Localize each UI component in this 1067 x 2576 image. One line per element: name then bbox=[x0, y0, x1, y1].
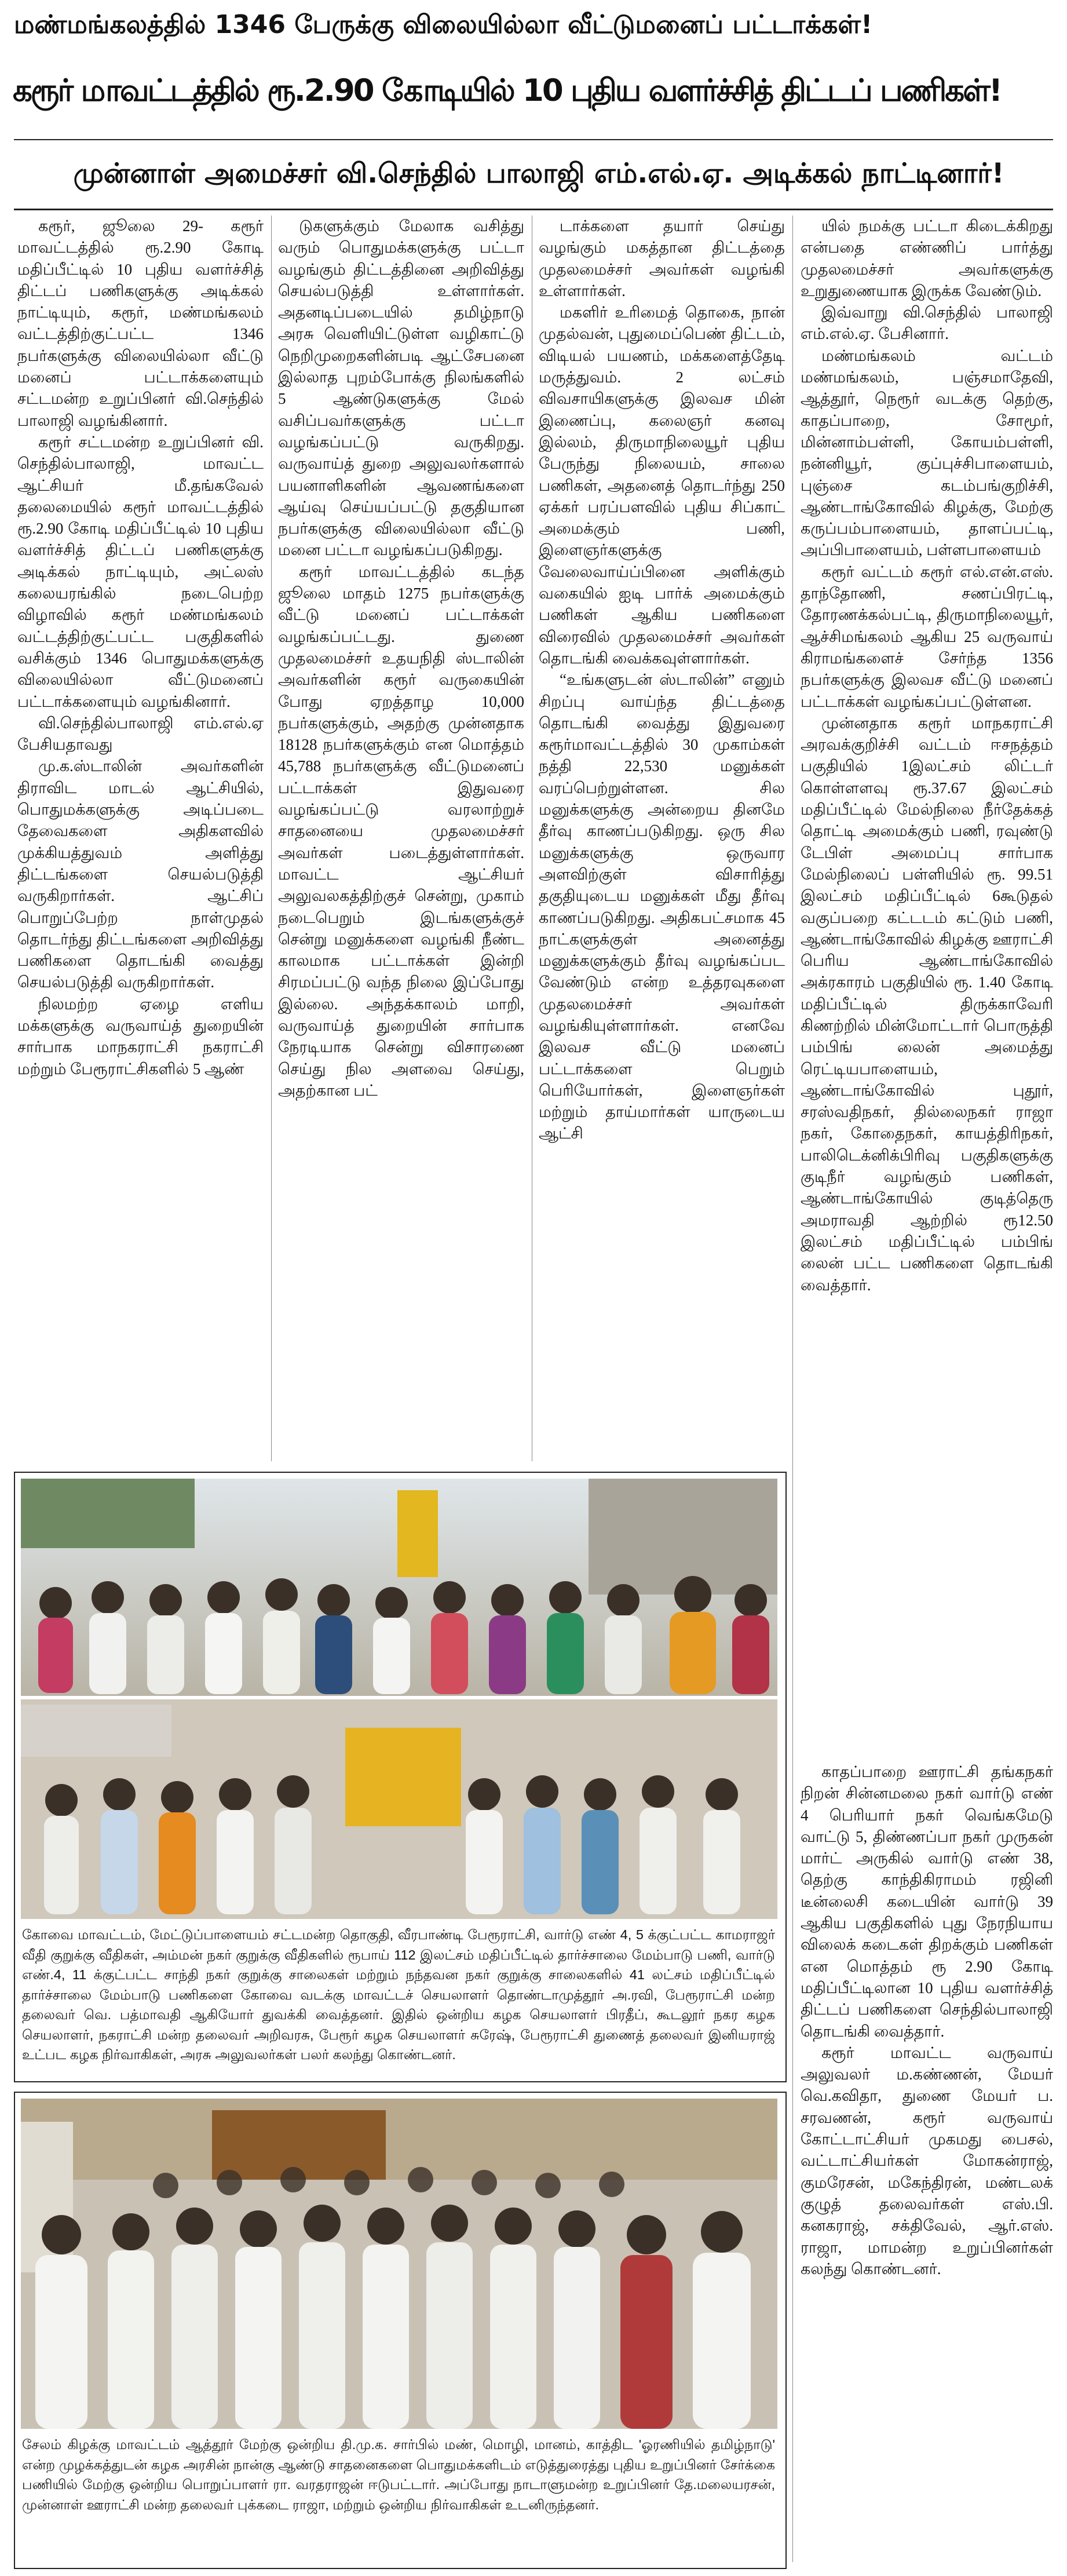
col1-para: மு.க.ஸ்டாலின் அவர்களின் திராவிட மாடல் ஆட்சியில், பொதுமக்களுக்கு அடிப்படை தேவைகளை அதிகளவில் முக்கியத்துவம் அளித்து திட்டங்களை செயல்படுத்தி வருகிறார்கள். ஆட்சிப் பொறுப்பேற்ற நாள்முதல் தொடர்ந்து திட்டங்களை அறிவித்து பணிகளை தொடங்கி வைத்து செயல்படுத்தி வருகிறார்கள். bbox=[17, 757, 268, 991]
col4-para: கரூர் மாவட்ட வருவாய் அலுவலர் ம.கண்ணன், மேயர் வெ.கவிதா, துணை மேயர் ப. சரவணன், கரூர் வருவாய் கோட்டாட்சியர் முகமது பைசல், வட்டாட்சியர்கள் மோகன்ராஜ், குமரேசன், மகேந்திரன், மண்டலக் குழுத் தலைவர்கள் எஸ்.பி. கனகராஜ், சக்திவேல், ஆர்.எஸ். ராஜா, மாமன்ற உறுப்பினர்கள் கலந்து கொண்டனர். bbox=[801, 2044, 1057, 2278]
article-column-4-continued bbox=[801, 1761, 1057, 2567]
column-divider bbox=[792, 216, 793, 2562]
col4-para: யில் நமக்கு பட்டா கிடைக்கிறது என்பதை எண்ணிப் பார்த்து முதலமைச்சர் அவர்களுக்கு உறுதுணையாக இருக்க வேண்டும். bbox=[801, 217, 1057, 300]
photo-box-1 bbox=[14, 1472, 787, 2082]
main-headline: கரூர் மாவட்டத்தில் ரூ.2.90 கோடியில் 10 புதிய வளர்ச்சித் திட்டப் பணிகள்! bbox=[13, 73, 1002, 108]
col4-para: காதப்பாறை ஊராட்சி தங்கநகர் நிறன் சின்னமலை நகர் வார்டு எண் 4 பெரியார் நகர் வெங்கமேடு வாட்டு 5, திண்ணப்பா நகர் முருகன் மார்ட் அருகில் வார்டு எண் 38, தெற்கு காந்திகிராமம் ரஜினி டீன்லைசி கடையின் வார்டு 39 ஆகிய பகுதிகளில் புது நேரநியாய விலைக் கடைகள் திறக்கும் பணிகள் என மொத்தம் ரூ 2.90 கோடி மதிப்பீட்டிலான 10 புதிய வளர்ச்சித் திட்டப் பணிகளை செந்தில்பாலாஜி தொடங்கி வைத்தார். bbox=[801, 1763, 1057, 2040]
col1-para: கரூர் சட்டமன்ற உறுப்பினர் வி. செந்தில்பாலாஜி, மாவட்ட ஆட்சியர் மீ.தங்கவேல் தலைமையில் கரூர் மாவட்டத்தில் ரூ.2.90 கோடி மதிப்பீட்டில் 10 புதிய வளர்ச்சித் திட்டப் பணிகளுக்கு அடிக்கல் நாட்டியும், அட்லஸ் கலையரங்கில் நடைபெற்ற விழாவில் கரூர் மண்மங்கலம் வட்டத்திற்குட்பட்ட பகுதிகளில் வசிக்கும் 1346 பொதுமக்களுக்கு விலையில்லா வீட்டுமனைப் பட்டாக்களையும் வழங்கினார். bbox=[17, 433, 268, 710]
col4-para: கரூர் வட்டம் கரூர் எல்.என்.எஸ். தாந்தோணி, சணப்பிரட்டி, தோரணக்கல்பட்டி, திருமாநிலையூர், ஆச்சிமங்கலம் ஆகிய 25 வருவாய் கிராமங்களைச் சேர்ந்த 1356 நபர்களுக்கு இலவச வீட்டு மனைப் பட்டாக்கள் வழங்கப்பட்டுள்ளன. bbox=[801, 563, 1057, 710]
sub-headline: முன்னாள் அமைச்சர் வி.செந்தில் பாலாஜி எம்.எல்.ஏ. அடிக்கல் நாட்டினார்! bbox=[73, 158, 1004, 189]
article-column-2 bbox=[278, 216, 528, 1461]
col4-para: முன்னதாக கரூர் மாநகராட்சி அரவக்குறிச்சி வட்டம் ஈசநத்தம் பகுதியில் 1இலட்சம் லிட்டர் கொள்ளளவு ரூ.37.67 இலட்சம் மதிப்பீட்டில் மேல்நிலை நீர்தேக்கத் தொட்டி அமைக்கும் பணி, ரவுண்டு டேபிள் அமைப்பு சார்பாக மேல்நிலைப் பள்ளியில் ரூ. 99.51 இலட்சம் மதிப்பீட்டில் 6கூடுதல் வகுப்பறை கட்டடம் கட்டும் பணி, ஆண்டாங்கோவில் கிழக்கு ஊராட்சி பெரிய ஆண்டாங்கோவில் அக்ரகாரம் பகுதியில் ரூ. 1.40 கோடி மதிப்பீட்டில் திருக்காவேரி கிணற்றில் மின்மோட்டார் பொருத்தி பம்பிங் லைன் அமைத்து ரெட்டியபாளையம், ஆண்டாங்கோவில் புதூர், சரஸ்வதிநகர், தில்லைநகர் ராஜா நகர், கோதைநகர், காயத்திரிநகர், பாலிடெக்னிக்பிரிவு பகுதிகளுக்கு குடிநீர் வழங்கும் பணிகள், ஆண்டாங்கோயில் குடித்தெரு அமராவதி ஆற்றில் ரூ12.50 இலட்சம் மதிப்பீட்டில் பம்பிங் லைன் பட்ட பணிகளை தொடங்கி வைத்தார். bbox=[801, 714, 1057, 1294]
group-photo-illustration bbox=[21, 1479, 777, 1919]
article-column-3 bbox=[539, 216, 789, 1461]
column-divider bbox=[271, 216, 272, 1461]
col1-para: நிலமற்ற ஏழை எளிய மக்களுக்கு வருவாய்த் துறையின் சார்பாக மாநகராட்சி நகராட்சி மற்றும் பேரூராட்சிகளில் 5 ஆண் bbox=[17, 995, 268, 1078]
kicker-headline: மண்மங்கலத்தில் 1346 பேருக்கு விலையில்லா வீட்டுமனைப் பட்டாக்கள்! bbox=[14, 10, 873, 39]
subhead-rule bbox=[14, 209, 1053, 210]
photo-caption-1: கோவை மாவட்டம், மேட்டுப்பாளையம் சட்டமன்ற தொகுதி, வீரபாண்டி பேரூராட்சி, வார்டு எண் 4, 5 க்குட்பட்ட காமராஜர் வீதி குறுக்கு வீதிகள், அம்மன் நகர் குறுக்கு வீதிகளில் ரூபாய் 112 இலட்சம் மதிப்பீட்டில் தார்ச்சாலை மேம்பாடு பணி, வார்டு எண்.4, 11 க்குட்பட்ட சாந்தி நகர் குறுக்கு சாலைகள் மற்றும் நந்தவன நகர் குறுக்கு சாலைகளில் 41 லட்சம் மதிப்பீட்டில் தார்ச்சாலை மேம்பாடு பணிகளை கோவை வடக்கு மாவட்டச் செயலாளர் தொண்டாமுத்தூர் அ.ரவி, பேரூராட்சி மன்ற தலைவர் வெ. பத்மாவதி ஆகியோர் துவக்கி வைத்தனர். இதில் ஒன்றிய கழக செயலாளர் பிரதீப், கூடலூர் நகர கழக செயலாளர், நகராட்சி மன்ற தலைவர் அறிவரசு, பேரூர் கழக செயலாளர் சுரேஷ், பேரூராட்சி துணைத் தலைவர் இனியராஜ் உட்பட கழக நிர்வாகிகள், அரசு அலுவலர்கள் பலர் கலந்து கொண்டனர். bbox=[22, 1927, 779, 2062]
col3-para: மகளிர் உரிமைத் தொகை, நான் முதல்வன், புதுமைப்பெண் திட்டம், விடியல் பயணம், மக்களைத்தேடி மருத்துவம். 2 லட்சம் விவசாயிகளுக்கு இலவச மின் இணைப்பு, கலைஞர் கனவு இல்லம், திருமாநிலையூர் புதிய பேருந்து நிலையம், சாலை பணிகள், அதனைத் தொடர்ந்து 250 ஏக்கர் பரப்பளவில் புதிய சிப்காட் அமைக்கும் பணி, இளைஞர்களுக்கு வேலைவாய்ப்பினை அளிக்கும் வகையில் ஐடி பார்க் அமைக்கும் பணிகள் ஆகிய பணிகளை விரைவில் முதலமைச்சர் அவர்கள் தொடங்கி வைக்கவுள்ளார்கள். bbox=[539, 304, 789, 667]
col1-para: கரூர், ஜூலை 29- கரூர் மாவட்டத்தில் ரூ.2.90 கோடி மதிப்பீட்டில் 10 புதிய வளர்ச்சித் திட்டப் பணிகளுக்கு அடிக்கல் நாட்டியும், கரூர், மண்மங்கலம் வட்டத்திற்குட்பட்ட 1346 நபர்களுக்கு விலையில்லா வீட்டு மனைப் பட்டாக்களையும் சட்டமன்ற உறுப்பினர் வி.செந்தில் பாலாஜி வழங்கினார். bbox=[17, 217, 268, 429]
col2-para: கரூர் மாவட்டத்தில் கடந்த ஜூலை மாதம் 1275 நபர்களுக்கு வீட்டு மனைப் பட்டாக்கள் வழங்கப்பட்டது. துணை முதலமைச்சர் உதயநிதி ஸ்டாலின் அவர்களின் கரூர் வருகையின் போது ஏறத்தாழ 10,000 நபர்களுக்கும், அதற்கு முன்னதாக 18128 நபர்களுக்கும் என மொத்தம் 45,788 நபர்களுக்கு வீட்டுமனைப் பட்டாக்கள் இதுவரை வழங்கப்பட்டு வரலாற்றுச் சாதனையை முதலமைச்சர் அவர்கள் படைத்துள்ளார்கள். மாவட்ட ஆட்சியர் அலுவலகத்திற்குச் சென்று, முகாம் நடைபெறும் இடங்களுக்குச் சென்று மனுக்களை வழங்கி நீண்ட காலமாக பட்டாக்கள் இன்றி சிரமப்பட்டு வந்த நிலை இப்போது இல்லை. அந்தக்காலம் மாறி, வருவாய்த் துறையின் சார்பாக நேரடியாக சென்று விசாரணை செய்து நில அளவை செய்து, அதற்கான பட் bbox=[278, 563, 528, 1099]
photo-caption-2: சேலம் கிழக்கு மாவட்டம் ஆத்தூர் மேற்கு ஒன்றிய தி.மு.க. சார்பில் மண், மொழி, மானம், காத்திட 'ஓரணியில் தமிழ்நாடு' என்ற முழக்கத்துடன் கழக அரசின் நான்கு ஆண்டு சாதனைகளை பொதுமக்களிடம் எடுத்துரைத்து புதிய உறுப்பினர் சேர்க்கை பணியில் மேற்கு ஒன்றிய பொறுப்பாளர் ரா. வரதராஜன் ஈடுபட்டார். அப்போது நாடாளுமன்ற உறுப்பினர் தே.மலையரசன், முன்னாள் ஊராட்சி மன்ற தலைவர் புக்கடை ராஜா, மற்றும் ஒன்றிய நிர்வாகிகள் உடனிருந்தனர். bbox=[22, 2437, 779, 2512]
photo-box-2 bbox=[14, 2092, 787, 2569]
group-photo-illustration bbox=[21, 2099, 777, 2429]
news-photo-2 bbox=[21, 2099, 777, 2429]
news-photo-1 bbox=[21, 1479, 777, 1919]
article-column-1 bbox=[17, 216, 268, 1461]
col2-para: டுகளுக்கும் மேலாக வசித்து வரும் பொதுமக்களுக்கு பட்டா வழங்கும் திட்டத்தினை அறிவித்து செயல்படுத்தி உள்ளார்கள். அதனடிப்படையில் தமிழ்நாடு அரசு வெளியிட்டுள்ள வழிகாட்டு நெறிமுறைகளின்படி ஆட்சேபனை இல்லாத புறம்போக்கு நிலங்களில் 5 ஆண்டுகளுக்கு மேல் வசிப்பவர்களுக்கு பட்டா வழங்கப்பட்டு வருகிறது. வருவாய்த் துறை அலுவலர்களால் பயனாளிகளின் ஆவணங்களை ஆய்வு செய்யப்பட்டு தகுதியான நபர்களுக்கு விலையில்லா வீட்டு மனை பட்டா வழங்கப்படுகிறது. bbox=[278, 217, 528, 559]
headline-rule bbox=[14, 139, 1053, 140]
col3-para: “உங்களுடன் ஸ்டாலின்” எனும் சிறப்பு வாய்ந்த திட்டத்தை தொடங்கி வைத்து இதுவரை கரூர்மாவட்டத்தில் 30 முகாம்கள் நத்தி 22,530 மனுக்கள் வரப்பெற்றுள்ளன. சில மனுக்களுக்கு அன்றைய தினமே தீர்வு காணப்படுகிறது. ஒரு சில மனுக்களுக்கு ஒருவார அளவிற்குள் விசாரித்து தகுதியுடைய மனுக்கள் மீது தீர்வு காணப்படுகிறது. அதிகபட்சமாக 45 நாட்களுக்குள் அனைத்து மனுக்களுக்கும் தீர்வு வழங்கப்பட வேண்டும் என்ற உத்தரவுகளை முதலமைச்சர் அவர்கள் வழங்கியுள்ளார்கள். எனவே இலவச வீட்டு மனைப் பட்டாக்களை பெறும் பெரியோர்கள், இளைஞர்கள் மற்றும் தாய்மார்கள் யாருடைய ஆட்சி bbox=[539, 671, 789, 1143]
article-column-4 bbox=[801, 216, 1057, 1757]
col4-para: இவ்வாறு வி.செந்தில் பாலாஜி எம்.எல்.ஏ. பேசினார். bbox=[801, 304, 1057, 343]
col3-para: டாக்களை தயார் செய்து வழங்கும் மகத்தான திட்டத்தை முதலமைச்சர் அவர்கள் வழங்கி உள்ளார்கள். bbox=[539, 217, 789, 300]
col4-para: மண்மங்கலம் வட்டம் மண்மங்கலம், பஞ்சமாதேவி, ஆத்தூர், நெரூர் வடக்கு தெற்கு, காதப்பாறை, சோமூர், மின்னாம்பள்ளி, கோயம்பள்ளி, நன்னியூர், குப்புச்சிபாளையம், புஞ்சை கடம்பங்குறிச்சி, ஆண்டாங்கோவில் கிழக்கு, மேற்கு கருப்பம்பாளையம், தாளப்பட்டி, அப்பிபாளையம், பள்ளபாளையம் bbox=[801, 346, 1057, 559]
col1-para: வி.செந்தில்பாலாஜி எம்.எல்.ஏ பேசியதாவது bbox=[17, 714, 268, 754]
